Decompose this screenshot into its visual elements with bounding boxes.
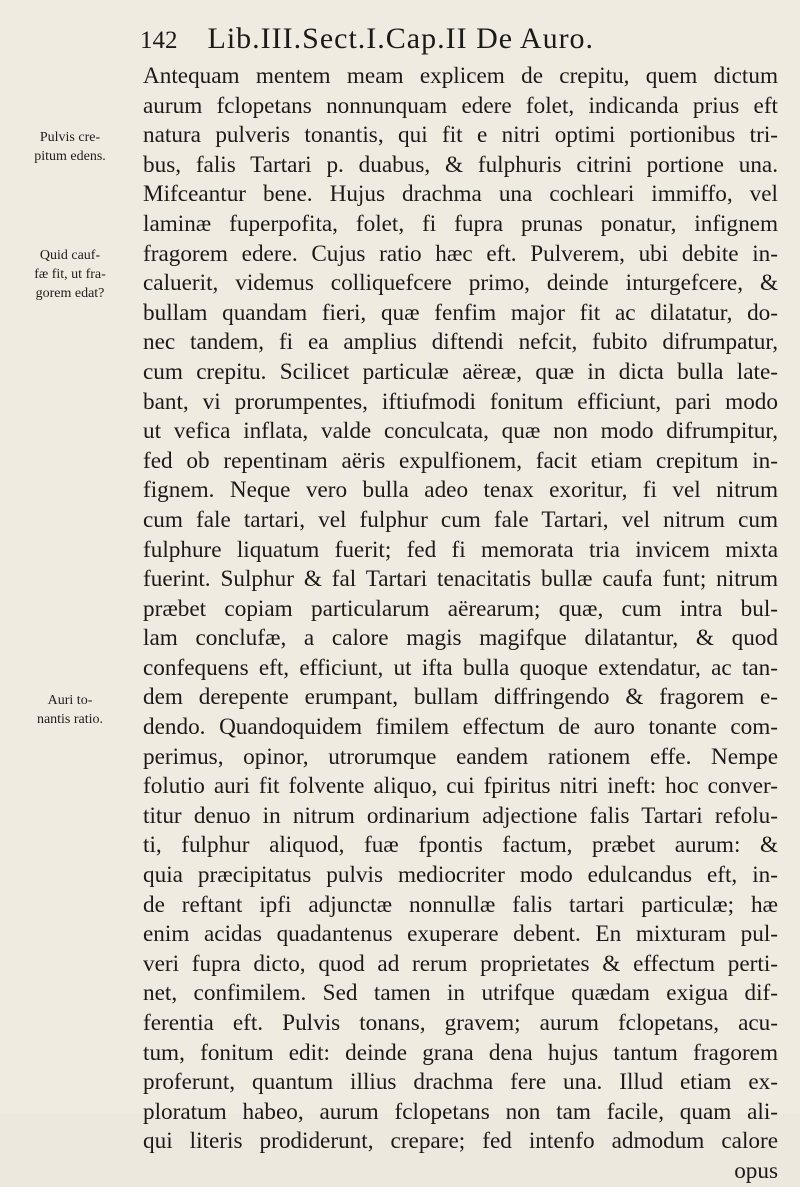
marginal-note-line: pitum edens. bbox=[34, 149, 106, 164]
body-line: caluerit, videmus colliquefcere primo, deinde inturgefcere, & bbox=[143, 270, 778, 297]
body-line: nec tandem, fi ea amplius diftendi nefcit, fubito difrumpatur, bbox=[143, 329, 778, 356]
body-line: fulphure liquatum fuerit; fed fi memorata tria invicem mixta bbox=[143, 536, 778, 563]
body-text bbox=[143, 62, 778, 1187]
body-line: dem derepente erumpant, bullam diffringendo & fragorem e- bbox=[143, 684, 778, 711]
marginal-note-line: gorem edat? bbox=[35, 286, 105, 301]
body-line: bant, vi prorumpentes, iftiufmodi fonitum efficiunt, pari modo bbox=[143, 388, 778, 415]
body-line: natura pulveris tonantis, qui fit e nitri optimi portionibus tri- bbox=[143, 122, 778, 149]
body-line: folutio auri fit folvente aliquo, cui fpiritus nitri ineft: hoc conver- bbox=[143, 773, 778, 800]
body-line: fuerint. Sulphur & fal Tartari tenacitatis bullæ caufa funt; nitrum bbox=[143, 566, 778, 593]
body-line: dendo. Quandoquidem fimilem effectum de auro tonante com- bbox=[143, 714, 778, 741]
body-line: Antequam mentem meam explicem de crepitu, quem dictum bbox=[143, 63, 778, 89]
body-line: qui literis prodiderunt, crepare; fed intenfo admodum calore bbox=[143, 1128, 778, 1155]
body-line: bullam quandam fieri, quæ fenfim major fit ac dilatatur, do- bbox=[143, 299, 778, 326]
body-line: ti, fulphur aliquod, fuæ fpontis factum, præbet aurum: & bbox=[143, 832, 778, 859]
page-header bbox=[140, 22, 594, 62]
page-number: 142 bbox=[140, 27, 178, 54]
body-line: net, confimilem. Sed tamen in utrifque quædam exigua dif- bbox=[143, 980, 778, 1007]
body-line: tum, fonitum edit: deinde grana dena hujus tantum fragorem bbox=[143, 1039, 778, 1066]
body-line: lam conclufæ, a calore magis magifque dilatantur, & quod bbox=[143, 625, 778, 652]
body-line: confequens eft, efficiunt, ut ifta bulla quoque extendatur, ac tan- bbox=[143, 654, 778, 681]
body-line: ploratum habeo, aurum fclopetans non tam facile, quam ali- bbox=[143, 1098, 778, 1125]
body-line: aurum fclopetans nonnunquam edere folet, indicanda prius eft bbox=[143, 92, 778, 119]
body-line: enim acidas quadantenus exuperare debent. En mixturam pul- bbox=[143, 921, 778, 948]
body-line: veri fupra dicto, quod ad rerum proprietates & effectum perti- bbox=[143, 950, 778, 977]
marginal-note-line: fæ fit, ut fra- bbox=[34, 267, 106, 282]
body-line: titur denuo in nitrum ordinarium adjectione falis Tartari refolu- bbox=[143, 802, 778, 829]
body-line: cum crepitu. Scilicet particulæ aëreæ, quæ in dicta bulla late- bbox=[143, 358, 778, 385]
marginal-note-pulvis bbox=[0, 128, 140, 166]
body-line: perimus, opinor, utrorumque eandem rationem effe. Nempe bbox=[143, 743, 778, 770]
body-line: proferunt, quantum illius drachma fere una. Illud etiam ex- bbox=[143, 1069, 778, 1096]
marginal-note-fragor bbox=[0, 246, 140, 303]
body-line: præbet copiam particularum aërearum; quæ, cum intra bul- bbox=[143, 595, 778, 622]
body-line: quia præcipitatus pulvis mediocriter modo edulcandus eft, in- bbox=[143, 862, 778, 889]
body-line: ut vefica inflata, valde conculcata, quæ non modo difrumpitur, bbox=[143, 418, 778, 445]
marginal-note-auri bbox=[0, 691, 140, 729]
body-line: fed ob repentinam aëris expulfionem, facit etiam crepitum in- bbox=[143, 447, 778, 474]
body-line: ferentia eft. Pulvis tonans, gravem; aurum fclopetans, acu- bbox=[143, 1010, 778, 1036]
marginal-note-line: Quid cauf- bbox=[39, 248, 101, 263]
body-line: cum fale tartari, vel fulphur cum fale Tartari, vel nitrum cum bbox=[143, 506, 778, 533]
body-line: bus, falis Tartari p. duabus, & fulphuris citrini portione una. bbox=[143, 151, 778, 178]
body-line: de reftant ipfi adjunctæ nonnullæ falis tartari particulæ; hæ bbox=[143, 891, 778, 918]
marginal-note-line: Pulvis cre- bbox=[39, 130, 101, 145]
marginal-note-line: Auri to- bbox=[47, 693, 93, 708]
catchword: opus bbox=[734, 1157, 778, 1184]
marginal-note-line: nantis ratio. bbox=[36, 712, 104, 727]
body-line: Mifceantur bene. Hujus drachma una cochleari immiffo, vel bbox=[143, 181, 778, 208]
body-line: laminæ fuperpofita, folet, fi fupra prunas ponatur, infignem bbox=[143, 210, 778, 237]
body-line: fragorem edere. Cujus ratio hæc eft. Pulverem, ubi debite in- bbox=[143, 240, 778, 267]
body-line: fignem. Neque vero bulla adeo tenax exoritur, fi vel nitrum bbox=[143, 477, 778, 504]
running-title: Lib.III.Sect.I.Cap.II De Auro. bbox=[207, 22, 595, 55]
